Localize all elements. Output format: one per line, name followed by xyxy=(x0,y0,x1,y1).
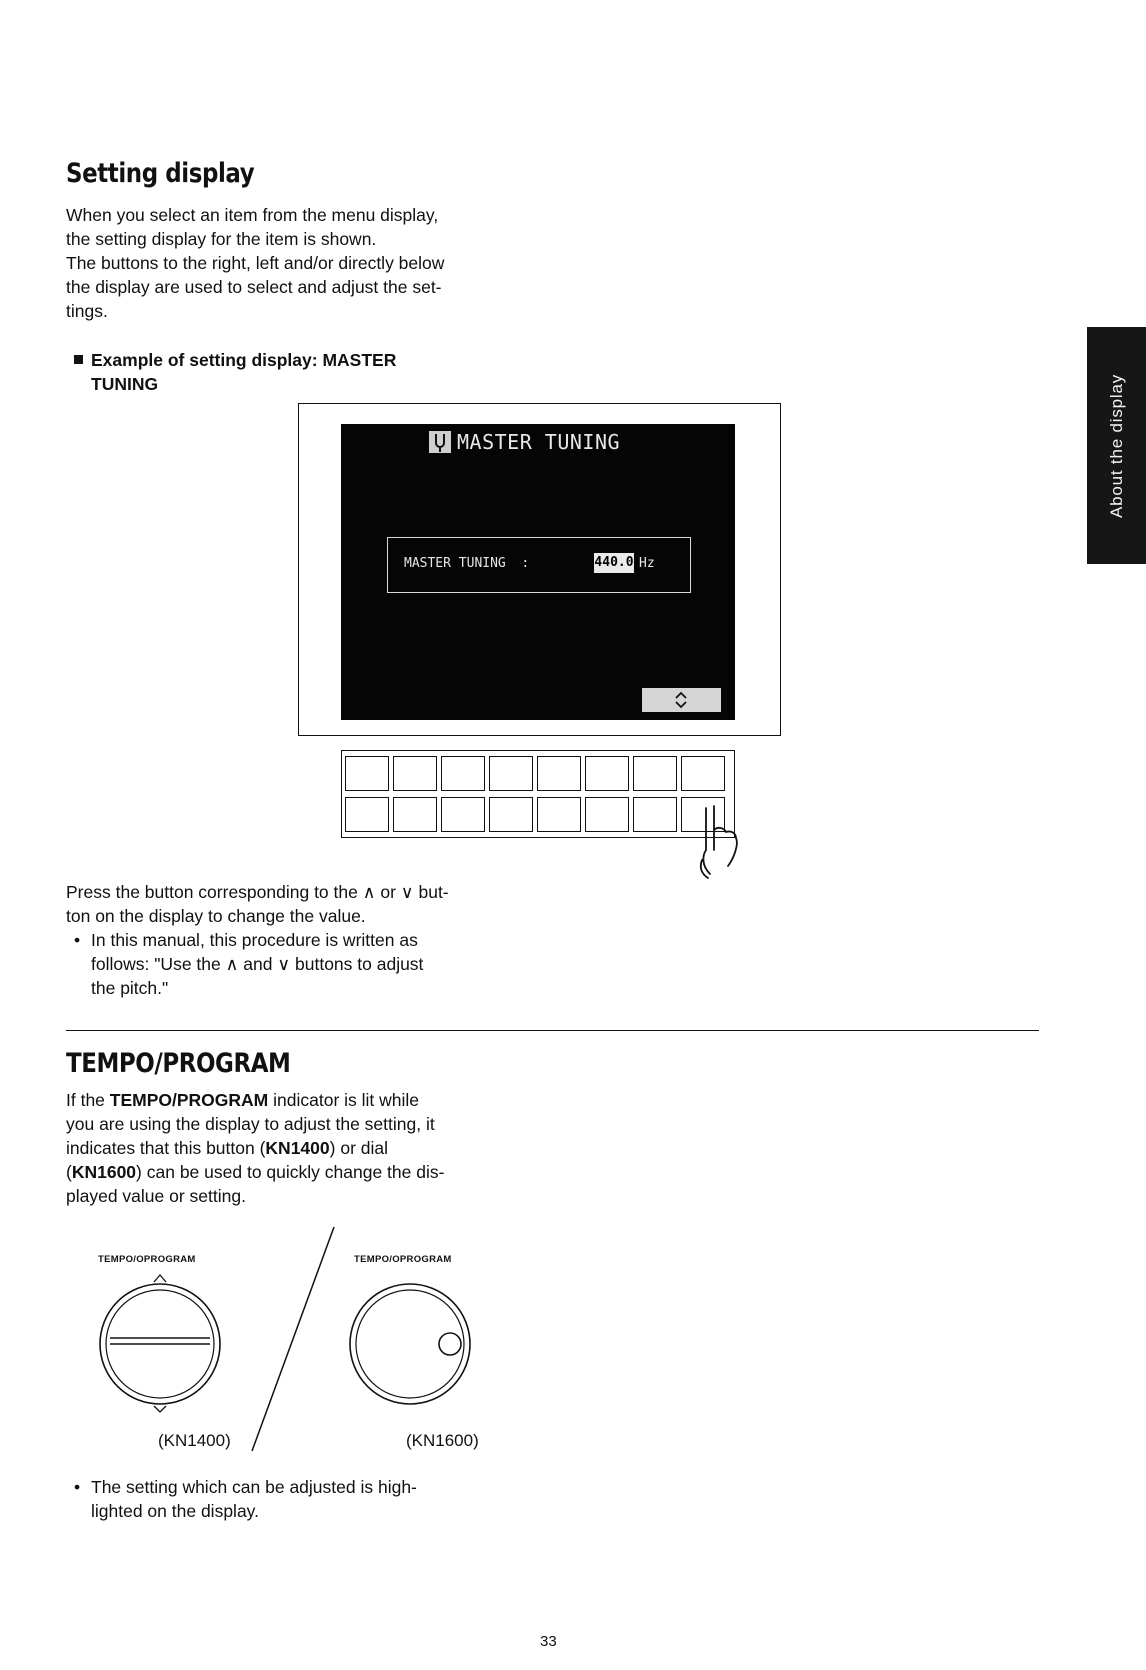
heading-setting-display: Setting display xyxy=(66,158,255,189)
tempo-line: indicates that this button (KN1400) or dial xyxy=(66,1138,388,1158)
kn1600-label: TEMPO/OPROGRAM xyxy=(354,1254,452,1265)
kn1400-caption: (KN1400) xyxy=(158,1431,231,1450)
note-line: • In this manual, this procedure is written as xyxy=(91,928,516,952)
display-button[interactable] xyxy=(441,756,485,791)
page-number: 33 xyxy=(540,1633,557,1650)
intro-line: The buttons to the right, left and/or directly below xyxy=(66,253,445,273)
pressing-finger-icon xyxy=(688,800,748,880)
tempo-line: If the TEMPO/PROGRAM indicator is lit while xyxy=(66,1090,420,1110)
intro-line: tings. xyxy=(66,301,108,321)
note-line: the pitch." xyxy=(91,978,169,998)
press-instruction xyxy=(66,880,516,928)
tempo-note-line: • The setting which can be adjusted is high- xyxy=(91,1475,516,1499)
tuning-fork-icon xyxy=(429,431,451,453)
display-button[interactable] xyxy=(489,756,533,791)
lcd-title: MASTER TUNING xyxy=(457,430,621,454)
master-tuning-unit: Hz xyxy=(639,556,655,571)
note-line: follows: "Use the ∧ and ∨ buttons to adjust xyxy=(91,954,424,974)
display-button[interactable] xyxy=(537,797,581,832)
kn1400-label: TEMPO/OPROGRAM xyxy=(98,1254,196,1265)
master-tuning-label: MASTER TUNING : xyxy=(404,556,530,571)
master-tuning-row[interactable] xyxy=(387,537,691,593)
display-button[interactable] xyxy=(537,756,581,791)
example-title-line-cont: TUNING xyxy=(91,374,159,394)
example-title xyxy=(91,348,396,396)
tempo-note-line: lighted on the display. xyxy=(91,1501,259,1521)
display-button[interactable] xyxy=(633,797,677,832)
side-tab-label: About the display xyxy=(1106,373,1126,518)
lcd-screen xyxy=(341,424,735,720)
intro-line: the display are used to select and adjust the set- xyxy=(66,277,442,297)
intro-paragraph xyxy=(66,203,516,323)
up-down-arrows-icon[interactable] xyxy=(642,688,721,712)
display-button[interactable] xyxy=(633,756,677,791)
display-button[interactable] xyxy=(681,756,725,791)
kn1600-caption: (KN1600) xyxy=(406,1431,479,1450)
press-line: Press the button corresponding to the ∧ or ∨ but- xyxy=(66,882,449,902)
tempo-line: (KN1600) can be used to quickly change the dis- xyxy=(66,1162,445,1182)
tempo-line: played value or setting. xyxy=(66,1186,246,1206)
display-button[interactable] xyxy=(393,797,437,832)
display-button[interactable] xyxy=(345,797,389,832)
display-button[interactable] xyxy=(585,797,629,832)
display-button[interactable] xyxy=(441,797,485,832)
tempo-line: you are using the display to adjust the setting, it xyxy=(66,1114,435,1134)
display-buttons xyxy=(341,750,735,838)
intro-line: When you select an item from the menu display, xyxy=(66,205,439,225)
display-button[interactable] xyxy=(345,756,389,791)
tempo-program-button-icon[interactable] xyxy=(96,1268,226,1418)
tempo-note xyxy=(91,1475,516,1523)
tempo-paragraph xyxy=(66,1088,516,1208)
tempo-program-dial-icon[interactable] xyxy=(346,1268,476,1418)
heading-tempo-program: TEMPO/PROGRAM xyxy=(66,1048,291,1079)
press-note xyxy=(91,928,516,1000)
press-line: ton on the display to change the value. xyxy=(66,906,366,926)
side-tab xyxy=(1087,327,1146,564)
slash-divider xyxy=(246,1225,346,1455)
display-button[interactable] xyxy=(393,756,437,791)
intro-line: the setting display for the item is shown. xyxy=(66,229,377,249)
display-button[interactable] xyxy=(585,756,629,791)
display-button[interactable] xyxy=(489,797,533,832)
master-tuning-value[interactable]: 440.0 xyxy=(594,553,634,573)
section-divider xyxy=(66,1030,1039,1031)
example-title-line: Example of setting display: MASTER xyxy=(91,350,397,370)
